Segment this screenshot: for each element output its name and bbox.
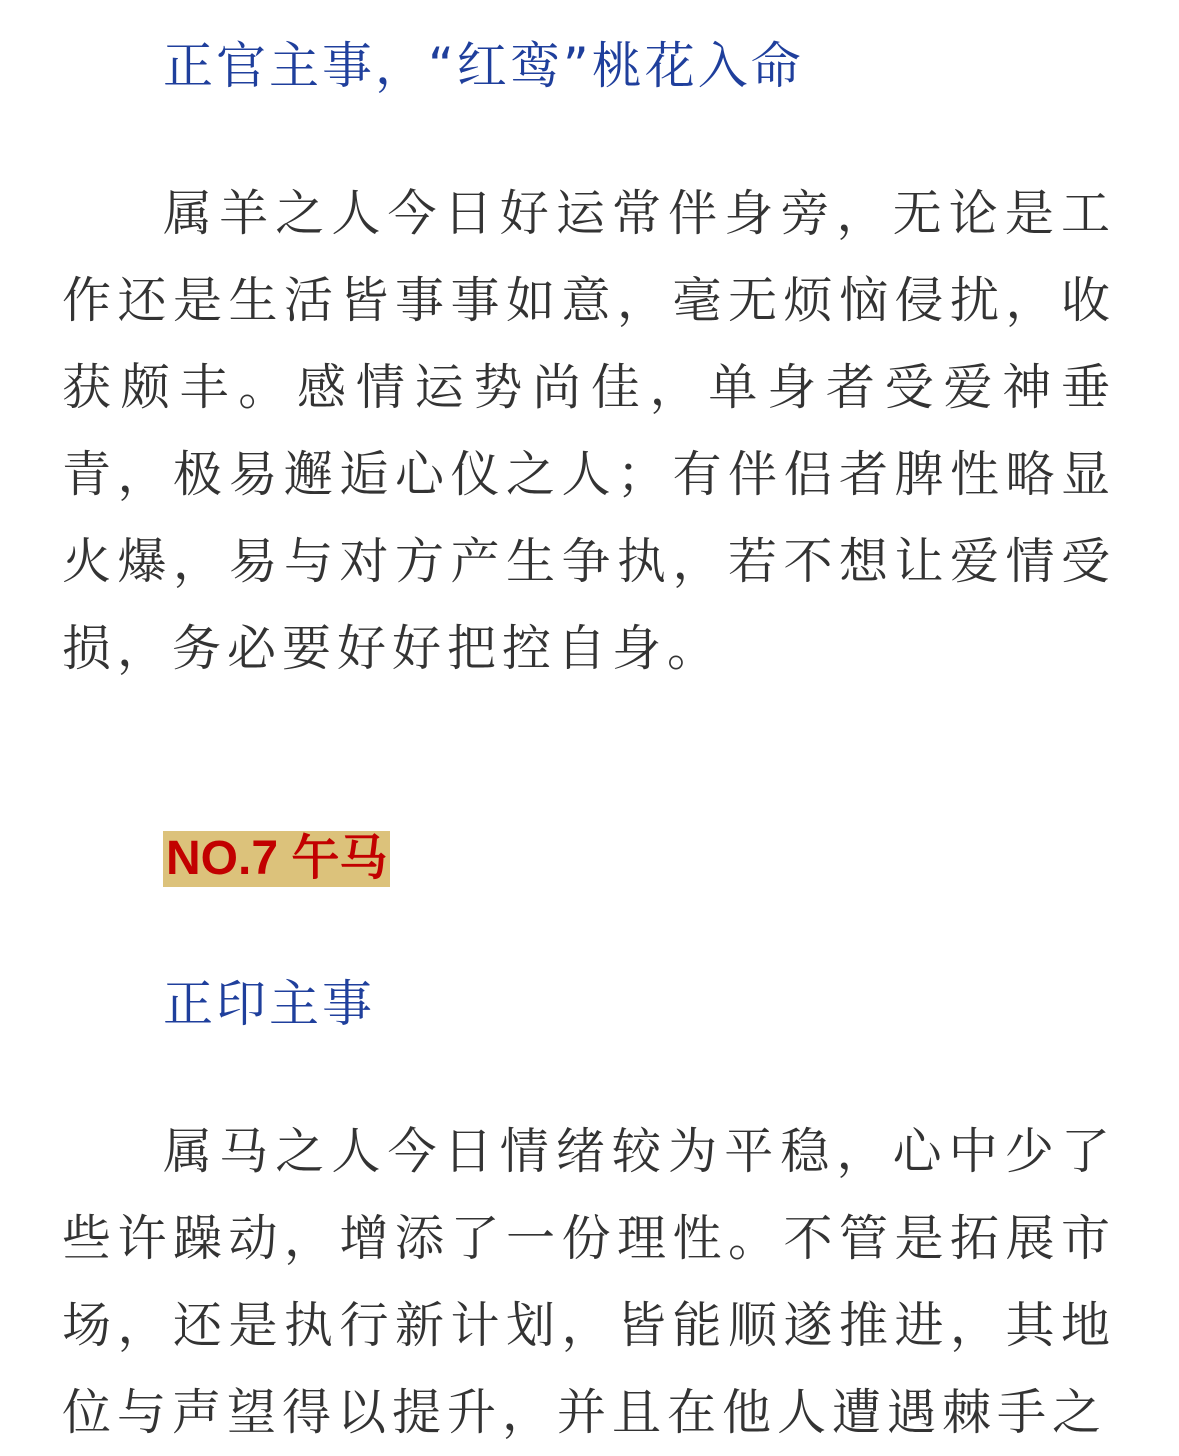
section-tag-horse: NO.7 午马 [163, 831, 390, 887]
section-subheading-horse: 正印主事 [163, 975, 375, 1033]
section-paragraph-goat: 属羊之人今日好运常伴身旁，无论是工作还是生活皆事事如意，毫无烦恼侵扰，收获颇丰。感情运势尚佳，单身者受爱神垂青，极易邂逅心仪之人；有伴侣者脾性略显火爆，易与对方产生争执，若不想让爱情受损，务必要好好把控自身。 [62, 185, 1116, 677]
section-subheading-goat: 正官主事，“红鸾”桃花入命 [163, 37, 804, 95]
section-paragraph-horse: 属马之人今日情绪较为平稳，心中少了些许躁动，增添了一份理性。不管是拓展市场，还是执行新计划，皆能顺遂推进，其地位与声望得以提升，并且在他人遭遇棘手之 [62, 1123, 1116, 1441]
